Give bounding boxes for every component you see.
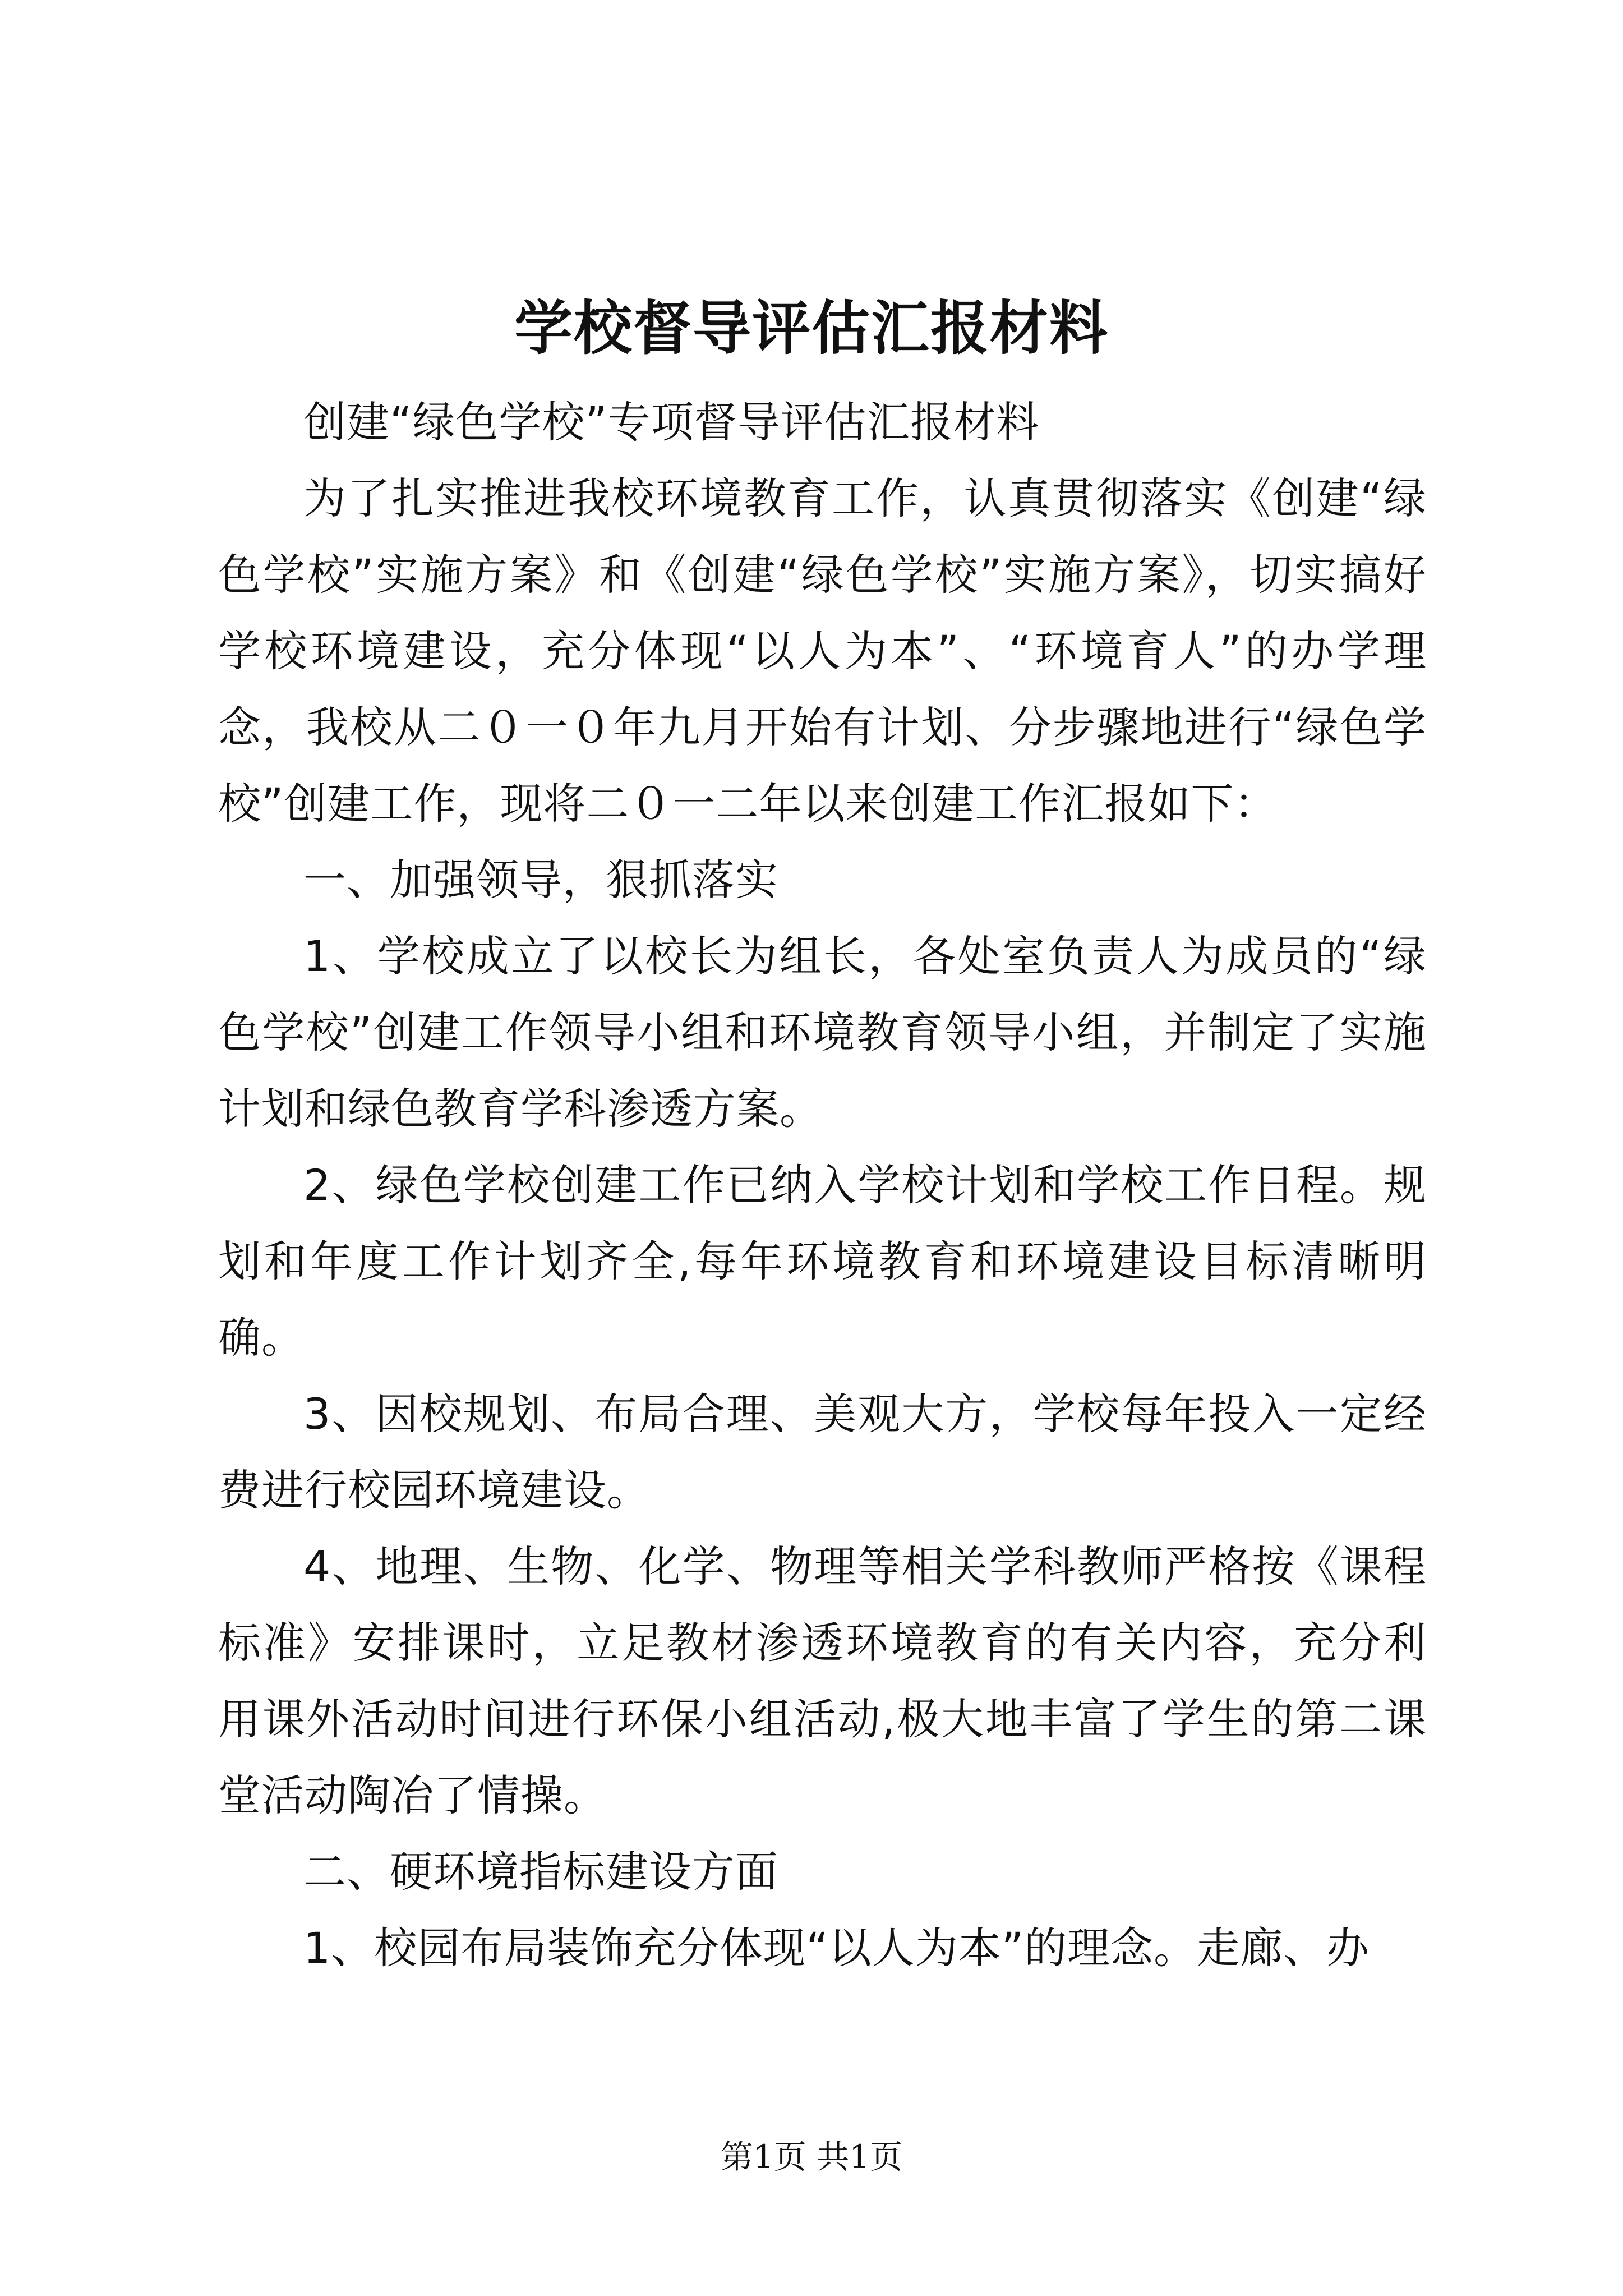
- document-title: 学校督导评估汇报材料: [514, 293, 1109, 362]
- subtitle-paragraph: 创建“绿色学校”专项督导评估汇报材料: [303, 397, 1040, 447]
- intro-paragraph: 为了扎实推进我校环境教育工作，认真贯彻落实《创建“绿色学校”实施方案》和《创建“绿色学校”实施方案》，切实搞好学校环境建设，充分体现“以人为本”、“环境育人”的办学理念，我校从二０一０年九月开始有计划、分步骤地进行“绿色学校”创建工作，现将二０一二年以来创建工作汇报如下：: [218, 473, 1427, 829]
- list-item-1-2: 2、绿色学校创建工作已纳入学校计划和学校工作日程。规划和年度工作计划齐全,每年环境教育和环境建设目标清晰明确。: [218, 1160, 1427, 1363]
- list-item-1-4: 4、地理、生物、化学、物理等相关学科教师严格按《课程标准》安排课时，立足教材渗透环境教育的有关内容，充分利用课外活动时间进行环保小组活动,极大地丰富了学生的第二课堂活动陶冶了情操。: [218, 1542, 1427, 1820]
- section-heading-2: 二、硬环境指标建设方面: [303, 1847, 778, 1897]
- list-item-2-1: 1、校园布局装饰充分体现“以人为本”的理念。走廊、办: [303, 1923, 1370, 1973]
- list-item-1-3: 3、因校规划、布局合理、美观大方，学校每年投入一定经费进行校园环境建设。: [218, 1389, 1427, 1515]
- section-heading-1: 一、加强领导，狠抓落实: [303, 855, 778, 905]
- list-item-1-1: 1、学校成立了以校长为组长，各处室负责人为成员的“绿色学校”创建工作领导小组和环境教育领导小组，并制定了实施计划和绿色教育学科渗透方案。: [218, 931, 1427, 1134]
- document-body: [218, 384, 1427, 1986]
- page-footer: 第1页 共1页: [720, 2138, 903, 2176]
